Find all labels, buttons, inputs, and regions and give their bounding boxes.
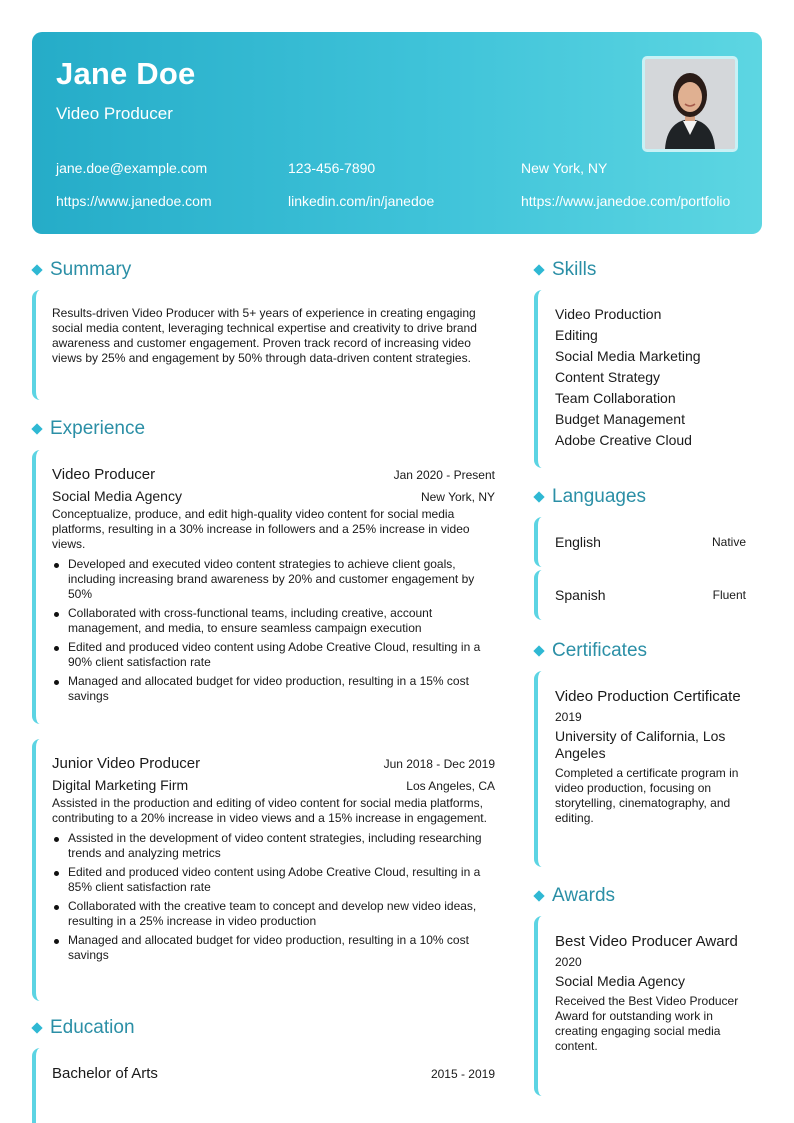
job-title: Video Producer [52, 466, 156, 483]
candidate-name: Jane Doe [56, 56, 196, 91]
certificate-entry [534, 671, 762, 867]
list-item: Assisted in the development of video content strategies, including researching trends and analyzing metrics [52, 831, 495, 861]
diamond-icon [533, 645, 544, 656]
skill-item: Adobe Creative Cloud [555, 432, 692, 448]
summary-text: Results-driven Video Producer with 5+ years of experience in creating engaging social media content, leveraging technical expertise and creativity to drive brand awareness and customer engagement. Proven track record of increasing video views by 25% and engagement by 50% through data-driven content strategies. [52, 306, 477, 365]
job-bullets [52, 557, 495, 704]
job-bullets [52, 831, 495, 963]
skill-item: Editing [555, 327, 598, 343]
resume-header [32, 32, 762, 234]
language-level: Native [711, 535, 746, 549]
job-location: Los Angeles, CA [406, 779, 495, 793]
awards-heading [534, 885, 615, 907]
list-item: Collaborated with the creative team to concept and develop new video ideas, resulting in a 25% increase in video production [52, 899, 495, 929]
candidate-title: Video Producer [56, 104, 173, 123]
education-entry [32, 1048, 495, 1123]
education-dates: 2015 - 2019 [430, 1067, 495, 1081]
list-item: Developed and executed video content strategies to achieve client goals, including increasing brand awareness by 20% and customer engagement by 50% [52, 557, 495, 602]
award-description: Received the Best Video Producer Award for outstanding work in creating engaging social media content. [555, 994, 739, 1053]
bullet-icon [54, 563, 59, 568]
diamond-icon [533, 890, 544, 901]
skill-item: Team Collaboration [555, 390, 676, 406]
diamond-icon [31, 423, 42, 434]
certificate-year: 2019 [555, 710, 582, 724]
diamond-icon [31, 264, 42, 275]
education-title: Education [50, 1017, 135, 1038]
awards-title: Awards [552, 885, 616, 906]
skill-item: Video Production [555, 306, 662, 322]
summary-heading [32, 259, 131, 281]
education-heading [32, 1017, 135, 1039]
contact-website[interactable]: https://www.janedoe.com [56, 193, 212, 209]
bullet-icon [54, 905, 59, 910]
skills-block [534, 290, 762, 468]
job-title: Junior Video Producer [52, 755, 201, 772]
education-degree: Bachelor of Arts [52, 1065, 158, 1082]
job-company: Digital Marketing Firm [52, 777, 189, 793]
languages-title: Languages [552, 486, 647, 507]
contact-email[interactable]: jane.doe@example.com [56, 160, 208, 176]
contact-portfolio[interactable]: https://www.janedoe.com/portfolio [521, 193, 731, 209]
summary-title: Summary [50, 259, 132, 280]
skill-item: Content Strategy [555, 369, 661, 385]
experience-entry [32, 739, 495, 1001]
award-issuer: Social Media Agency [555, 973, 685, 989]
certificate-issuer: University of California, Los Angeles [555, 728, 726, 761]
job-description: Assisted in the production and editing of video content for social media platforms, contributing to a 20% increase in video views and a 15% increase in engagement. [52, 796, 487, 825]
list-item: Managed and allocated budget for video production, resulting in a 10% cost savings [52, 933, 495, 963]
job-dates: Jan 2020 - Present [393, 468, 495, 482]
skill-item: Budget Management [555, 411, 685, 427]
bullet-icon [54, 871, 59, 876]
job-description: Conceptualize, produce, and edit high-quality video content for social media platforms, resulting in a 30% increase in followers and a 25% increase in video views. [52, 507, 470, 551]
job-location: New York, NY [420, 490, 495, 504]
skill-item: Social Media Marketing [555, 348, 701, 364]
bullet-icon [54, 646, 59, 651]
job-dates: Jun 2018 - Dec 2019 [383, 757, 495, 771]
profile-photo-illustration [645, 59, 735, 149]
bullet-icon [54, 837, 59, 842]
diamond-icon [31, 1022, 42, 1033]
bullet-icon [54, 612, 59, 617]
list-item: Edited and produced video content using Adobe Creative Cloud, resulting in a 90% client satisfaction rate [52, 640, 495, 670]
experience-entry [32, 450, 495, 724]
bullet-icon [54, 939, 59, 944]
list-item: Collaborated with cross-functional teams, including creative, account management, and media, to ensure seamless campaign execution [52, 606, 495, 636]
bullet-icon [54, 680, 59, 685]
experience-heading [32, 418, 145, 440]
language-entry [534, 517, 746, 567]
contact-linkedin[interactable]: linkedin.com/in/janedoe [288, 193, 435, 209]
profile-photo [642, 56, 738, 152]
skills-title: Skills [552, 259, 597, 280]
diamond-icon [533, 491, 544, 502]
award-name: Best Video Producer Award [555, 933, 738, 950]
certificate-description: Completed a certificate program in video production, focusing on storytelling, cinematography, and editing. [555, 766, 739, 825]
language-level: Fluent [712, 588, 746, 602]
skills-heading [534, 259, 596, 281]
languages-heading [534, 486, 646, 508]
language-name: Spanish [555, 587, 606, 603]
language-name: English [555, 534, 601, 550]
diamond-icon [533, 264, 544, 275]
certificates-heading [534, 640, 647, 662]
summary-block [32, 290, 495, 400]
award-entry [534, 916, 762, 1096]
list-item: Managed and allocated budget for video production, resulting in a 15% cost savings [52, 674, 495, 704]
certificate-name: Video Production Certificate [555, 688, 741, 705]
experience-title: Experience [50, 418, 146, 439]
contact-location: New York, NY [521, 160, 608, 176]
job-company: Social Media Agency [52, 488, 182, 504]
language-entry [534, 570, 746, 620]
list-item: Edited and produced video content using Adobe Creative Cloud, resulting in a 85% client satisfaction rate [52, 865, 495, 895]
contact-phone[interactable]: 123-456-7890 [288, 160, 376, 176]
certificates-title: Certificates [552, 640, 648, 661]
award-year: 2020 [555, 955, 582, 969]
